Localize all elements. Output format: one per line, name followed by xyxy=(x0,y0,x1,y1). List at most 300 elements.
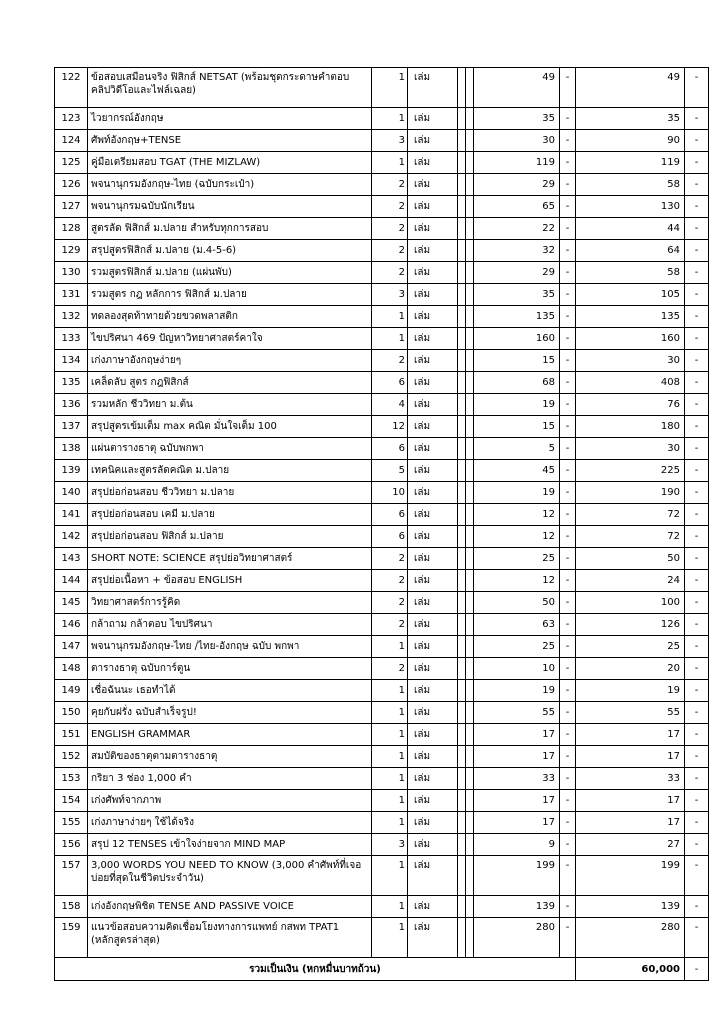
blank-cell xyxy=(458,108,466,130)
item-total-fraction: - xyxy=(685,790,709,812)
item-unit-price: 12 xyxy=(474,570,560,592)
item-unit: เล่ม xyxy=(408,896,458,918)
blank-cell xyxy=(466,614,474,636)
item-unit: เล่ม xyxy=(408,152,458,174)
item-unit: เล่ม xyxy=(408,372,458,394)
blank-cell xyxy=(466,240,474,262)
item-price-fraction: - xyxy=(560,416,576,438)
blank-cell xyxy=(466,108,474,130)
item-total-fraction: - xyxy=(685,152,709,174)
item-quantity: 5 xyxy=(372,460,408,482)
summary-dash: - xyxy=(685,958,709,981)
blank-cell xyxy=(458,856,466,896)
item-unit: เล่ม xyxy=(408,262,458,284)
item-unit: เล่ม xyxy=(408,218,458,240)
item-unit-price: 22 xyxy=(474,218,560,240)
item-description: เคล็ดลับ สูตร กฎฟิสิกส์ xyxy=(88,372,372,394)
blank-cell xyxy=(466,570,474,592)
item-price-fraction: - xyxy=(560,284,576,306)
item-total: 44 xyxy=(576,218,685,240)
table-row xyxy=(55,856,709,896)
item-number: 137 xyxy=(55,416,88,438)
item-quantity: 2 xyxy=(372,658,408,680)
item-unit: เล่ม xyxy=(408,438,458,460)
item-unit: เล่ม xyxy=(408,614,458,636)
blank-cell xyxy=(466,680,474,702)
item-total: 35 xyxy=(576,108,685,130)
summary-label: รวมเป็นเงิน (หกหมื่นบาทถ้วน) xyxy=(55,958,576,981)
table-body xyxy=(55,68,709,958)
blank-cell xyxy=(458,896,466,918)
item-quantity: 3 xyxy=(372,130,408,152)
item-number: 155 xyxy=(55,812,88,834)
item-total: 90 xyxy=(576,130,685,152)
item-unit-price: 160 xyxy=(474,328,560,350)
item-total: 55 xyxy=(576,702,685,724)
item-total: 50 xyxy=(576,548,685,570)
item-unit: เล่ม xyxy=(408,834,458,856)
item-total-fraction: - xyxy=(685,372,709,394)
item-unit: เล่ม xyxy=(408,416,458,438)
item-description: เชื่อฉันนะ เธอทำได้ xyxy=(88,680,372,702)
item-price-fraction: - xyxy=(560,394,576,416)
blank-cell xyxy=(458,306,466,328)
blank-cell xyxy=(466,636,474,658)
item-unit-price: 15 xyxy=(474,416,560,438)
item-unit: เล่ม xyxy=(408,724,458,746)
item-total-fraction: - xyxy=(685,746,709,768)
blank-cell xyxy=(466,526,474,548)
item-unit: เล่ม xyxy=(408,394,458,416)
item-quantity: 2 xyxy=(372,592,408,614)
item-total-fraction: - xyxy=(685,108,709,130)
item-unit: เล่ม xyxy=(408,570,458,592)
item-total: 135 xyxy=(576,306,685,328)
item-number: 141 xyxy=(55,504,88,526)
item-total-fraction: - xyxy=(685,548,709,570)
item-total-fraction: - xyxy=(685,174,709,196)
table-row xyxy=(55,896,709,918)
blank-cell xyxy=(466,218,474,240)
item-price-fraction: - xyxy=(560,196,576,218)
item-unit-price: 119 xyxy=(474,152,560,174)
blank-cell xyxy=(458,680,466,702)
item-total-fraction: - xyxy=(685,614,709,636)
blank-cell xyxy=(466,438,474,460)
item-total-fraction: - xyxy=(685,896,709,918)
item-unit: เล่ม xyxy=(408,174,458,196)
item-total-fraction: - xyxy=(685,526,709,548)
item-unit-price: 55 xyxy=(474,702,560,724)
item-price-fraction: - xyxy=(560,614,576,636)
item-total: 58 xyxy=(576,262,685,284)
blank-cell xyxy=(466,284,474,306)
item-unit: เล่ม xyxy=(408,746,458,768)
blank-cell xyxy=(458,504,466,526)
item-number: 134 xyxy=(55,350,88,372)
blank-cell xyxy=(466,896,474,918)
blank-cell xyxy=(466,702,474,724)
item-number: 158 xyxy=(55,896,88,918)
item-unit: เล่ม xyxy=(408,460,458,482)
item-number: 154 xyxy=(55,790,88,812)
item-quantity: 2 xyxy=(372,350,408,372)
item-total: 19 xyxy=(576,680,685,702)
item-price-fraction: - xyxy=(560,130,576,152)
item-unit-price: 19 xyxy=(474,680,560,702)
table-row xyxy=(55,218,709,240)
item-number: 136 xyxy=(55,394,88,416)
item-description: ทดลองสุดท้าทายด้วยขวดพลาสติก xyxy=(88,306,372,328)
item-total: 25 xyxy=(576,636,685,658)
item-description: กริยา 3 ช่อง 1,000 คำ xyxy=(88,768,372,790)
blank-cell xyxy=(458,790,466,812)
item-number: 157 xyxy=(55,856,88,896)
blank-cell xyxy=(466,856,474,896)
item-unit: เล่ม xyxy=(408,68,458,108)
item-quantity: 1 xyxy=(372,152,408,174)
blank-cell xyxy=(458,746,466,768)
item-quantity: 2 xyxy=(372,548,408,570)
item-unit-price: 12 xyxy=(474,526,560,548)
item-price-fraction: - xyxy=(560,768,576,790)
blank-cell xyxy=(466,460,474,482)
item-price-fraction: - xyxy=(560,658,576,680)
item-total-fraction: - xyxy=(685,482,709,504)
table-row xyxy=(55,702,709,724)
item-price-fraction: - xyxy=(560,174,576,196)
item-number: 140 xyxy=(55,482,88,504)
table-row xyxy=(55,918,709,958)
item-total-fraction: - xyxy=(685,68,709,108)
blank-cell xyxy=(466,812,474,834)
item-total-fraction: - xyxy=(685,438,709,460)
item-price-fraction: - xyxy=(560,482,576,504)
blank-cell xyxy=(458,614,466,636)
item-quantity: 6 xyxy=(372,504,408,526)
item-number: 129 xyxy=(55,240,88,262)
blank-cell xyxy=(466,746,474,768)
item-total-fraction: - xyxy=(685,918,709,958)
item-price-fraction: - xyxy=(560,306,576,328)
item-total: 408 xyxy=(576,372,685,394)
item-description: สรุปย่อก่อนสอบ ฟิสิกส์ ม.ปลาย xyxy=(88,526,372,548)
item-total: 17 xyxy=(576,812,685,834)
item-price-fraction: - xyxy=(560,438,576,460)
item-number: 139 xyxy=(55,460,88,482)
item-total: 58 xyxy=(576,174,685,196)
blank-cell xyxy=(466,482,474,504)
item-unit-price: 32 xyxy=(474,240,560,262)
item-description: ไขปริศนา 469 ปัญหาวิทยาศาสตร์คาใจ xyxy=(88,328,372,350)
item-number: 156 xyxy=(55,834,88,856)
item-unit-price: 50 xyxy=(474,592,560,614)
blank-cell xyxy=(466,416,474,438)
blank-cell xyxy=(458,350,466,372)
table-row xyxy=(55,504,709,526)
item-price-fraction: - xyxy=(560,262,576,284)
item-number: 132 xyxy=(55,306,88,328)
item-unit: เล่ม xyxy=(408,482,458,504)
table-row xyxy=(55,636,709,658)
item-price-fraction: - xyxy=(560,570,576,592)
item-total: 119 xyxy=(576,152,685,174)
item-total-fraction: - xyxy=(685,658,709,680)
table-row xyxy=(55,746,709,768)
blank-cell xyxy=(466,174,474,196)
item-description: แผ่นตารางธาตุ ฉบับพกพา xyxy=(88,438,372,460)
item-unit-price: 19 xyxy=(474,482,560,504)
item-quantity: 1 xyxy=(372,896,408,918)
item-price-fraction: - xyxy=(560,702,576,724)
item-unit-price: 199 xyxy=(474,856,560,896)
blank-cell xyxy=(458,768,466,790)
item-unit: เล่ม xyxy=(408,284,458,306)
blank-cell xyxy=(458,460,466,482)
item-quantity: 1 xyxy=(372,790,408,812)
blank-cell xyxy=(458,548,466,570)
blank-cell xyxy=(458,918,466,958)
table-row xyxy=(55,724,709,746)
item-price-fraction: - xyxy=(560,372,576,394)
blank-cell xyxy=(458,724,466,746)
item-number: 144 xyxy=(55,570,88,592)
item-unit: เล่ม xyxy=(408,526,458,548)
blank-cell xyxy=(466,592,474,614)
item-quantity: 1 xyxy=(372,702,408,724)
item-total: 24 xyxy=(576,570,685,592)
item-unit-price: 17 xyxy=(474,746,560,768)
item-price-fraction: - xyxy=(560,812,576,834)
blank-cell xyxy=(458,812,466,834)
item-total: 17 xyxy=(576,724,685,746)
item-number: 135 xyxy=(55,372,88,394)
item-description: แนวข้อสอบความคิดเชื่อมโยงทางการแพทย์ กสพท TPAT1 (หลักสูตรล่าสุด) xyxy=(88,918,372,958)
item-unit-price: 12 xyxy=(474,504,560,526)
item-unit: เล่ม xyxy=(408,636,458,658)
blank-cell xyxy=(466,350,474,372)
blank-cell xyxy=(458,174,466,196)
item-unit: เล่ม xyxy=(408,548,458,570)
item-total-fraction: - xyxy=(685,284,709,306)
item-description: เก่งภาษาอังกฤษง่ายๆ xyxy=(88,350,372,372)
blank-cell xyxy=(458,834,466,856)
item-unit: เล่ม xyxy=(408,592,458,614)
table-row xyxy=(55,328,709,350)
item-unit: เล่ม xyxy=(408,196,458,218)
item-total: 280 xyxy=(576,918,685,958)
table-row xyxy=(55,152,709,174)
item-number: 148 xyxy=(55,658,88,680)
item-unit-price: 10 xyxy=(474,658,560,680)
item-description: สรุปย่อเนื้อหา + ข้อสอบ ENGLISH xyxy=(88,570,372,592)
item-price-fraction: - xyxy=(560,240,576,262)
blank-cell xyxy=(466,790,474,812)
items-table xyxy=(54,67,709,981)
table-row xyxy=(55,680,709,702)
table-row xyxy=(55,350,709,372)
item-unit: เล่ม xyxy=(408,680,458,702)
item-unit: เล่ม xyxy=(408,130,458,152)
blank-cell xyxy=(458,702,466,724)
item-unit: เล่ม xyxy=(408,328,458,350)
item-unit: เล่ม xyxy=(408,812,458,834)
item-description: สมบัติของธาตุตามตารางธาตุ xyxy=(88,746,372,768)
item-unit-price: 15 xyxy=(474,350,560,372)
blank-cell xyxy=(458,394,466,416)
blank-cell xyxy=(466,328,474,350)
item-price-fraction: - xyxy=(560,526,576,548)
item-total: 30 xyxy=(576,438,685,460)
item-unit-price: 139 xyxy=(474,896,560,918)
blank-cell xyxy=(458,240,466,262)
item-description: สรุปย่อก่อนสอบ ชีววิทยา ม.ปลาย xyxy=(88,482,372,504)
item-quantity: 6 xyxy=(372,372,408,394)
item-unit: เล่ม xyxy=(408,768,458,790)
item-description: SHORT NOTE: SCIENCE สรุปย่อวิทยาศาสตร์ xyxy=(88,548,372,570)
item-total-fraction: - xyxy=(685,592,709,614)
item-number: 138 xyxy=(55,438,88,460)
item-quantity: 3 xyxy=(372,284,408,306)
item-total-fraction: - xyxy=(685,350,709,372)
item-price-fraction: - xyxy=(560,152,576,174)
table-row xyxy=(55,196,709,218)
item-description: ตารางธาตุ ฉบับการ์ตูน xyxy=(88,658,372,680)
blank-cell xyxy=(458,262,466,284)
item-unit-price: 19 xyxy=(474,394,560,416)
item-total: 20 xyxy=(576,658,685,680)
blank-cell xyxy=(458,284,466,306)
item-unit: เล่ม xyxy=(408,504,458,526)
item-total: 17 xyxy=(576,790,685,812)
item-price-fraction: - xyxy=(560,350,576,372)
table-row xyxy=(55,570,709,592)
item-description: สรุปย่อก่อนสอบ เคมี ม.ปลาย xyxy=(88,504,372,526)
item-quantity: 12 xyxy=(372,416,408,438)
item-quantity: 6 xyxy=(372,438,408,460)
item-price-fraction: - xyxy=(560,918,576,958)
blank-cell xyxy=(458,438,466,460)
blank-cell xyxy=(466,196,474,218)
blank-cell xyxy=(458,218,466,240)
table-row xyxy=(55,790,709,812)
item-price-fraction: - xyxy=(560,790,576,812)
item-price-fraction: - xyxy=(560,548,576,570)
item-quantity: 1 xyxy=(372,768,408,790)
item-quantity: 1 xyxy=(372,724,408,746)
item-description: เก่งศัพท์จากภาพ xyxy=(88,790,372,812)
table-row xyxy=(55,482,709,504)
item-unit-price: 17 xyxy=(474,790,560,812)
item-description: ศัพท์อังกฤษ+TENSE xyxy=(88,130,372,152)
item-description: รวมสูตรฟิสิกส์ ม.ปลาย (แผ่นพับ) xyxy=(88,262,372,284)
item-price-fraction: - xyxy=(560,328,576,350)
blank-cell xyxy=(466,548,474,570)
item-total: 126 xyxy=(576,614,685,636)
blank-cell xyxy=(466,834,474,856)
table-row xyxy=(55,548,709,570)
blank-cell xyxy=(458,68,466,108)
item-total: 72 xyxy=(576,526,685,548)
item-quantity: 2 xyxy=(372,240,408,262)
item-price-fraction: - xyxy=(560,218,576,240)
item-quantity: 1 xyxy=(372,918,408,958)
blank-cell xyxy=(458,636,466,658)
blank-cell xyxy=(458,416,466,438)
blank-cell xyxy=(466,130,474,152)
item-number: 131 xyxy=(55,284,88,306)
item-total-fraction: - xyxy=(685,702,709,724)
item-quantity: 2 xyxy=(372,174,408,196)
item-unit-price: 25 xyxy=(474,548,560,570)
item-total-fraction: - xyxy=(685,130,709,152)
item-total-fraction: - xyxy=(685,856,709,896)
table-row xyxy=(55,306,709,328)
item-quantity: 1 xyxy=(372,812,408,834)
item-total: 76 xyxy=(576,394,685,416)
item-total: 17 xyxy=(576,746,685,768)
item-description: เทคนิคและสูตรลัดคณิต ม.ปลาย xyxy=(88,460,372,482)
item-total: 105 xyxy=(576,284,685,306)
item-quantity: 2 xyxy=(372,196,408,218)
item-unit-price: 29 xyxy=(474,262,560,284)
item-total-fraction: - xyxy=(685,812,709,834)
blank-cell xyxy=(458,152,466,174)
item-number: 125 xyxy=(55,152,88,174)
item-total: 199 xyxy=(576,856,685,896)
table-row xyxy=(55,768,709,790)
item-description: เก่งอังกฤษพิชิต TENSE AND PASSIVE VOICE xyxy=(88,896,372,918)
blank-cell xyxy=(466,394,474,416)
item-total: 225 xyxy=(576,460,685,482)
item-total-fraction: - xyxy=(685,636,709,658)
blank-cell xyxy=(458,372,466,394)
table-row xyxy=(55,614,709,636)
item-quantity: 4 xyxy=(372,394,408,416)
item-description: 3,000 WORDS YOU NEED TO KNOW (3,000 คำศัพท์ที่เจอบ่อยที่สุดในชีวิตประจำวัน) xyxy=(88,856,372,896)
item-total: 180 xyxy=(576,416,685,438)
blank-cell xyxy=(458,658,466,680)
item-quantity: 6 xyxy=(372,526,408,548)
item-description: สรุป 12 TENSES เข้าใจง่ายจาก MIND MAP xyxy=(88,834,372,856)
item-quantity: 1 xyxy=(372,680,408,702)
item-total: 130 xyxy=(576,196,685,218)
table-row xyxy=(55,526,709,548)
item-total: 100 xyxy=(576,592,685,614)
item-quantity: 10 xyxy=(372,482,408,504)
item-description: พจนานุกรมอังกฤษ-ไทย (ฉบับกระเป๋า) xyxy=(88,174,372,196)
item-unit-price: 25 xyxy=(474,636,560,658)
table-row xyxy=(55,130,709,152)
item-unit: เล่ม xyxy=(408,108,458,130)
table-row xyxy=(55,812,709,834)
item-price-fraction: - xyxy=(560,460,576,482)
item-unit-price: 29 xyxy=(474,174,560,196)
item-quantity: 2 xyxy=(372,570,408,592)
item-unit-price: 9 xyxy=(474,834,560,856)
table-row xyxy=(55,438,709,460)
item-total-fraction: - xyxy=(685,724,709,746)
item-price-fraction: - xyxy=(560,746,576,768)
item-quantity: 1 xyxy=(372,306,408,328)
item-number: 146 xyxy=(55,614,88,636)
blank-cell xyxy=(458,130,466,152)
item-quantity: 1 xyxy=(372,68,408,108)
table-row xyxy=(55,68,709,108)
blank-cell xyxy=(458,526,466,548)
blank-cell xyxy=(466,152,474,174)
item-total: 160 xyxy=(576,328,685,350)
